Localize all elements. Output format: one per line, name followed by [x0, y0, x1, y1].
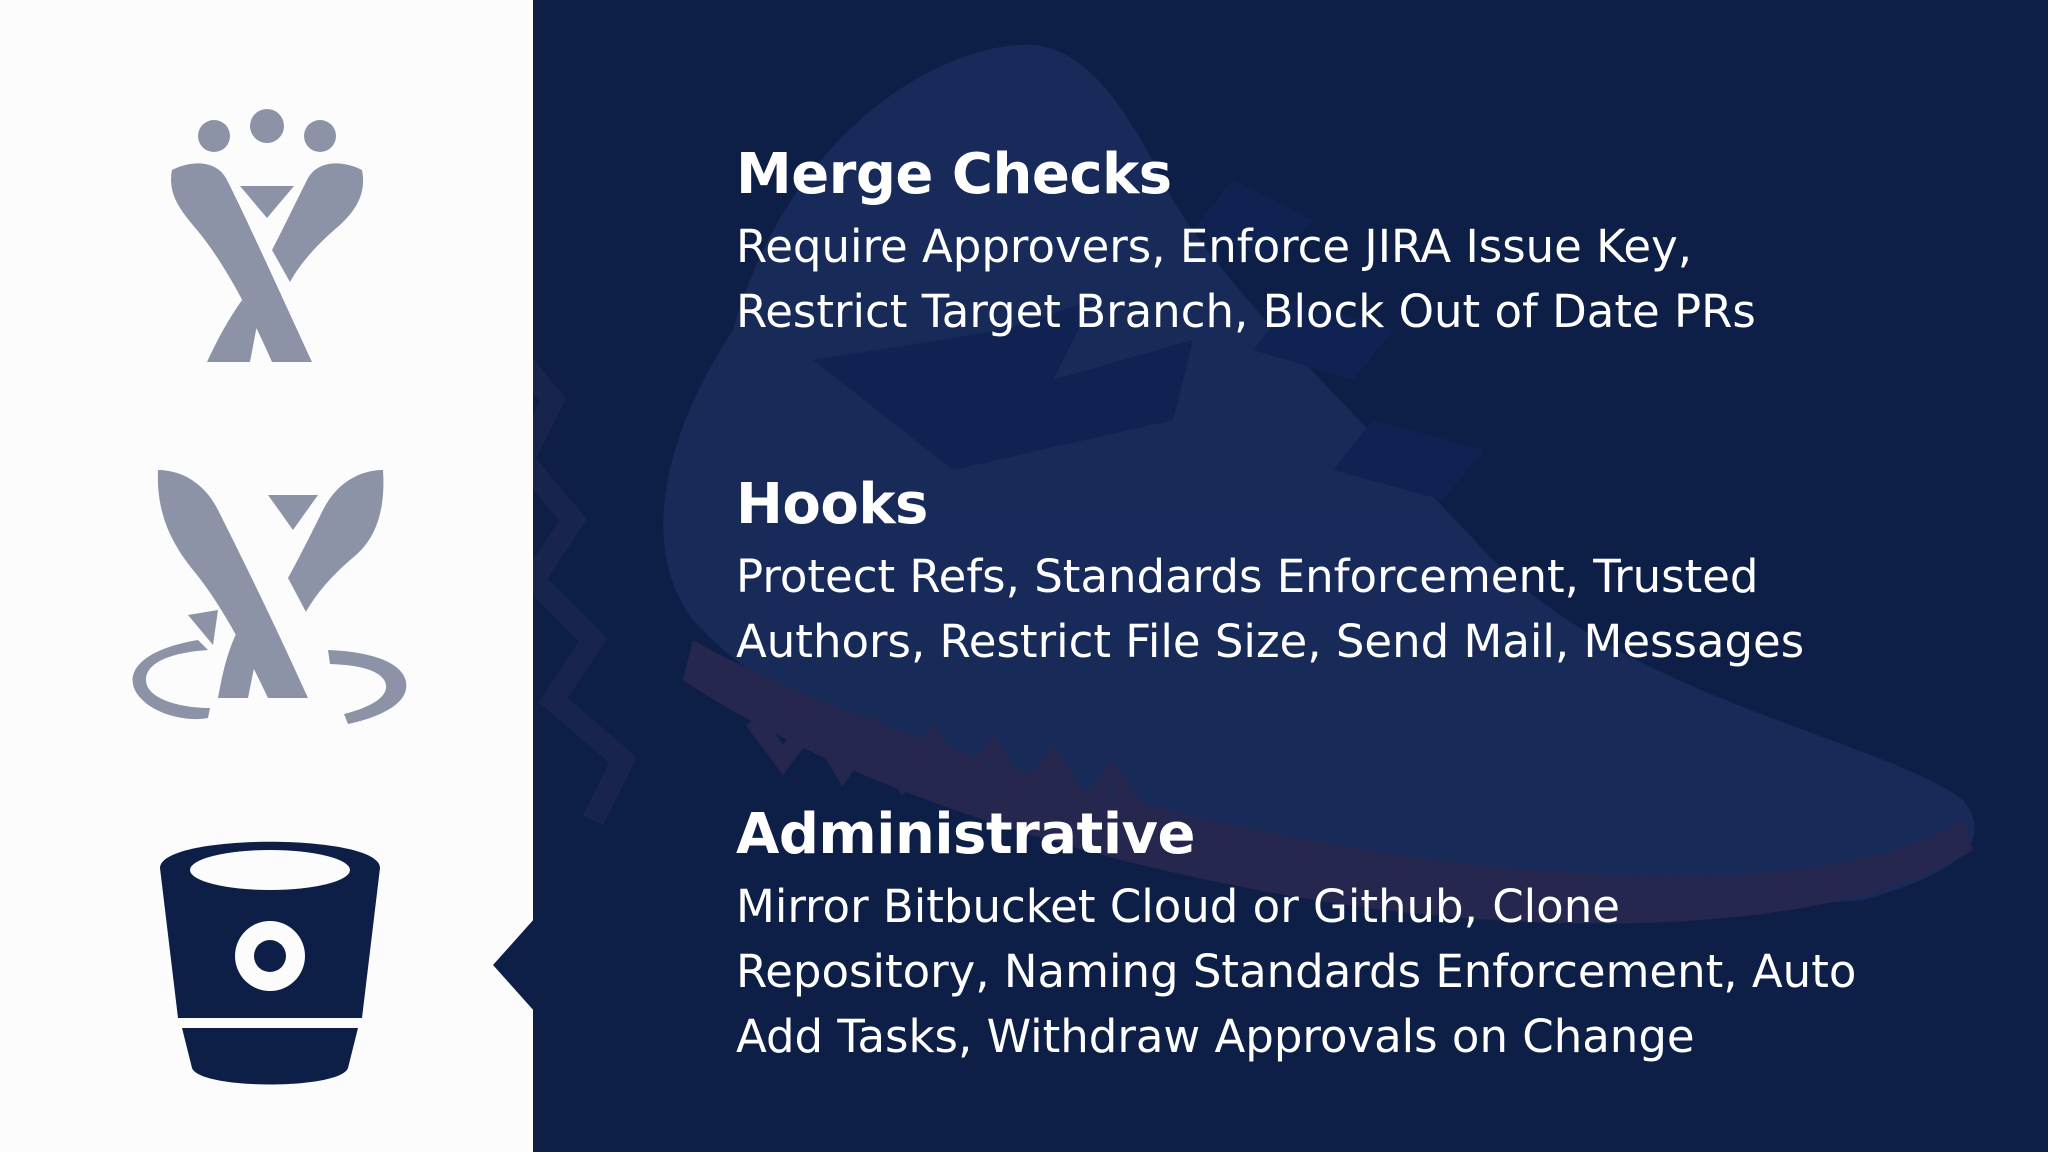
section-heading: Merge Checks — [736, 142, 1172, 207]
section-administrative — [736, 800, 1986, 1069]
section-body: Mirror Bitbucket Cloud or Github, Clone Repository, Naming Standards Enforcement, Auto Add Tasks, Withdraw Approvals on Change — [736, 880, 1857, 1063]
section-body: Protect Refs, Standards Enforcement, Trusted Authors, Restrict File Size, Send Mail, Messages — [736, 550, 1805, 668]
confluence-people-icon — [162, 100, 372, 370]
section-heading: Administrative — [736, 802, 1195, 867]
selection-pointer — [493, 918, 535, 1012]
section-body: Require Approvers, Enforce JIRA Issue Key, Restrict Target Branch, Block Out of Date PRs — [736, 220, 1756, 338]
section-heading: Hooks — [736, 472, 928, 537]
section-merge-checks — [736, 140, 1986, 344]
section-hooks — [736, 470, 1986, 674]
jira-loop-icon — [118, 460, 418, 730]
bitbucket-bucket-icon — [150, 828, 390, 1094]
